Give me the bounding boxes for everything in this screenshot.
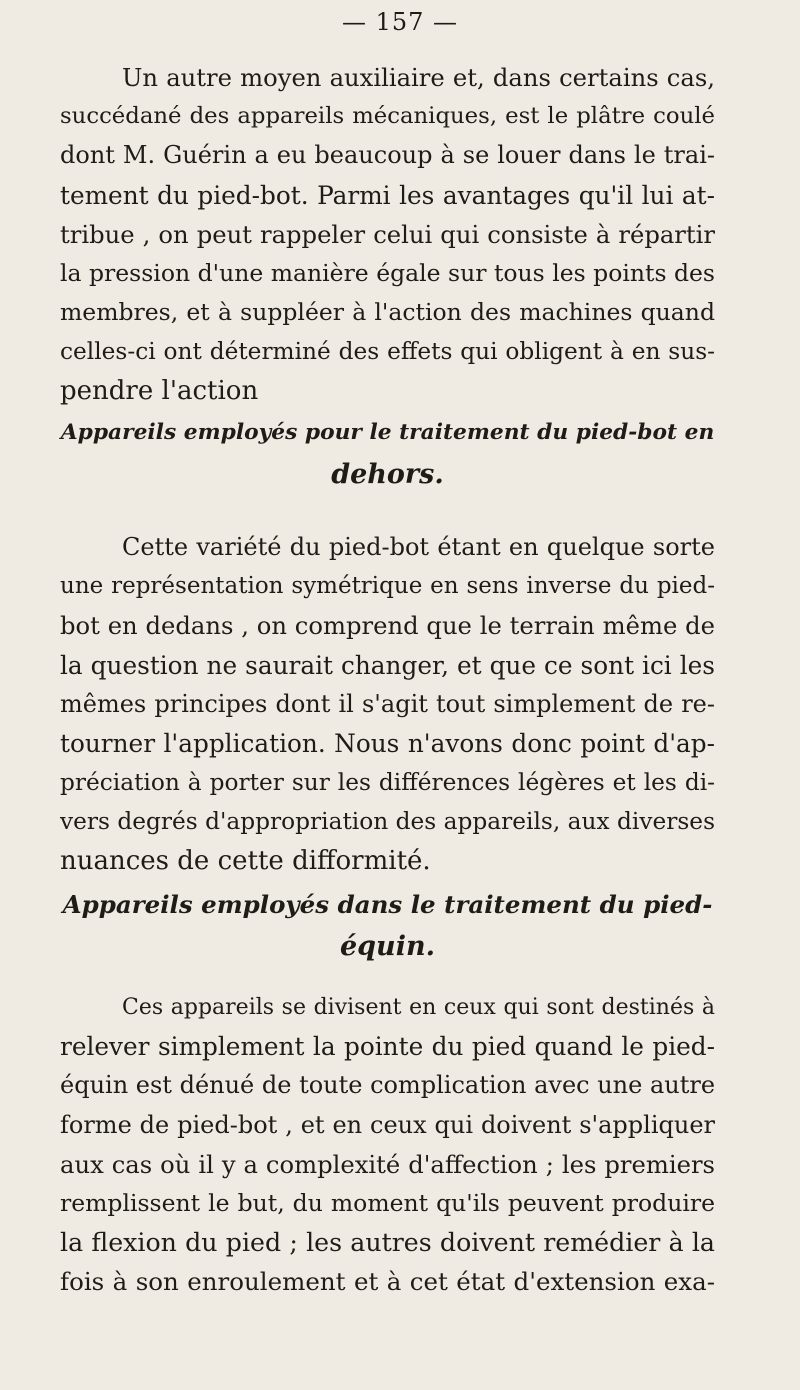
text-line: succédané des appareils mécaniques, est le plâtre coulé bbox=[60, 103, 715, 130]
text-line: la question ne saurait changer, et que ce sont ici les bbox=[60, 650, 715, 680]
heading-line: Appareils employés pour le traitement du pied-bot en bbox=[60, 420, 715, 445]
text-line: nuances de cette difformité. bbox=[60, 845, 431, 876]
text-line: Cette variété du pied-bot étant en quelque sorte bbox=[122, 533, 715, 561]
section-heading-pied-bot-en-dehors bbox=[60, 412, 715, 496]
section-heading-pied-equin bbox=[60, 884, 715, 968]
paragraph-pied-bot-en-dehors bbox=[60, 528, 715, 881]
text-line: celles-ci ont déterminé des effets qui obligent à en sus- bbox=[60, 338, 715, 366]
text-line: forme de pied-bot , et en ceux qui doivent s'appliquer bbox=[60, 1110, 715, 1139]
text-line: dont M. Guérin a eu beaucoup à se louer dans le trai- bbox=[60, 141, 715, 170]
text-line: remplissent le but, du moment qu'ils peuvent produire bbox=[60, 1189, 715, 1218]
heading-line: équin. bbox=[340, 931, 435, 962]
text-line: tement du pied-bot. Parmi les avantages qu'il lui at- bbox=[60, 180, 715, 210]
text-line: vers degrés d'appropriation des appareils, aux diverses bbox=[60, 808, 715, 836]
text-line: relever simplement la pointe du pied quand le pied- bbox=[60, 1032, 715, 1062]
text-line: Ces appareils se divisent en ceux qui sont destinés à bbox=[122, 995, 715, 1020]
page-number: — 157 — bbox=[341, 8, 459, 36]
text-line: mêmes principes dont il s'agit tout simplement de re- bbox=[60, 689, 715, 718]
text-line: aux cas où il y a complexité d'affection ; les premiers bbox=[60, 1149, 715, 1179]
text-line: la flexion du pied ; les autres doivent remédier à la bbox=[60, 1228, 715, 1258]
text-line: une représentation symétrique en sens inverse du pied- bbox=[60, 573, 715, 600]
paragraph-pied-equin bbox=[60, 988, 715, 1302]
text-line: équin est dénué de toute complication avec une autre bbox=[60, 1071, 716, 1100]
text-line: pendre l'action bbox=[60, 375, 259, 406]
heading-line: dehors. bbox=[331, 459, 444, 490]
paragraph-plaster-cast bbox=[60, 58, 715, 411]
text-line: tourner l'application. Nous n'avons donc point d'ap- bbox=[60, 729, 715, 759]
text-line: bot en dedans , on comprend que le terrain même de bbox=[60, 611, 715, 641]
text-line: la pression d'une manière égale sur tous les points des bbox=[60, 259, 715, 288]
text-line: Un autre moyen auxiliaire et, dans certains cas, bbox=[122, 63, 715, 92]
text-line: membres, et à suppléer à l'action des machines quand bbox=[60, 298, 715, 327]
heading-line: Appareils employés dans le traitement du pied- bbox=[62, 890, 713, 919]
text-line: préciation à porter sur les différences légères et les di- bbox=[60, 769, 715, 797]
text-line: tribue , on peut rappeler celui qui consiste à répartir bbox=[60, 219, 715, 249]
text-line: fois à son enroulement et à cet état d'extension exa- bbox=[60, 1267, 715, 1297]
